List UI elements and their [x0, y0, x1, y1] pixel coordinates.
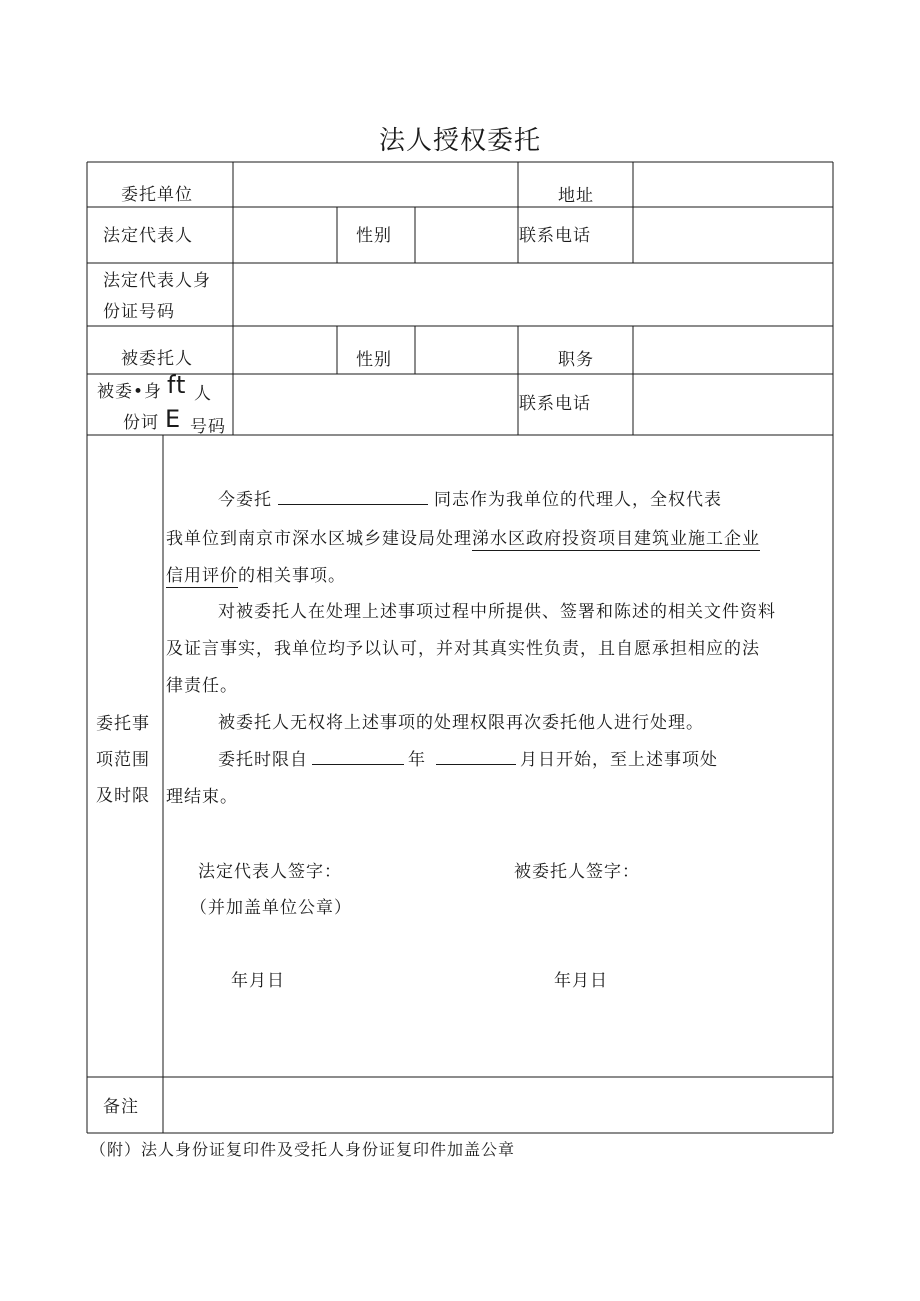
- p1-end: 同志作为我单位的代理人，全权代表: [434, 490, 722, 510]
- scope-paragraph-4: 对被委托人在处理上述事项过程中所提供、签署和陈述的相关文件资料: [218, 602, 776, 622]
- legal-rep-id-label-line2: 份证号码: [103, 302, 175, 322]
- p8-mid: 年: [408, 750, 426, 770]
- agent-phone-label: 联系电话: [519, 394, 591, 414]
- legal-rep-signature-label: 法定代表人签字：: [198, 862, 342, 882]
- p1-start: 今委托: [218, 490, 272, 510]
- scope-paragraph-5: 及证言事实，我单位均予以认可，并对其真实性负责，且自愿承担相应的法: [166, 639, 760, 659]
- scope-paragraph-9: 理结束。: [166, 787, 238, 807]
- position-label: 职务: [558, 350, 594, 370]
- phone-label: 联系电话: [519, 226, 591, 246]
- agent-id-label-b: ft: [167, 371, 187, 399]
- agent-name-blank: [278, 490, 428, 505]
- agent-id-label-a: 被委•身: [97, 382, 163, 402]
- p3-end: 的相关事项。: [238, 566, 346, 586]
- agent-id-label-f: 号码: [190, 417, 226, 434]
- scope-label-line3: 及时限: [96, 786, 150, 806]
- scope-paragraph-8: [218, 750, 718, 770]
- address-label: 地址: [558, 186, 594, 206]
- agent-label: 被委托人: [121, 349, 193, 369]
- agent-id-label-d: 份诃: [123, 413, 159, 433]
- scope-paragraph-2: [166, 529, 760, 549]
- scope-paragraph-7: 被委托人无权将上述事项的处理权限再次委托他人进行处理。: [218, 713, 704, 733]
- unit-label: 委托单位: [121, 185, 193, 205]
- month-blank: [436, 750, 516, 765]
- p3-underlined: 信用评价: [166, 566, 238, 586]
- p2-underlined: 涕水区政府投资项目建筑业施工企业: [472, 529, 760, 549]
- legal-rep-id-label-line1: 法定代表人身: [103, 271, 211, 291]
- date-right: 年月日: [554, 971, 608, 991]
- p8-end: 月日开始，至上述事项处: [520, 750, 718, 770]
- footnote: （附）法人身份证复印件及受托人身份证复印件加盖公章: [90, 1140, 516, 1159]
- gender-label: 性别: [356, 226, 392, 246]
- p2-start: 我单位到南京市深水区城乡建设局处理: [166, 529, 472, 549]
- agent-signature-label: 被委托人签字：: [514, 862, 640, 882]
- p8-start: 委托时限自: [218, 750, 308, 770]
- agent-gender-label: 性别: [356, 350, 392, 370]
- legal-rep-label: 法定代表人: [103, 226, 193, 246]
- scope-paragraph-1: [218, 490, 722, 510]
- year-blank: [312, 750, 404, 765]
- remarks-label: 备注: [103, 1097, 139, 1117]
- scope-paragraph-3: [166, 566, 346, 586]
- scope-label-line2: 项范围: [96, 750, 150, 770]
- scope-label-line1: 委托事: [96, 714, 150, 734]
- agent-id-label-c: 人: [194, 384, 212, 404]
- page-title: 法人授权委托: [378, 126, 541, 156]
- agent-id-label-e: E: [165, 409, 182, 433]
- date-left: 年月日: [231, 971, 285, 991]
- scope-paragraph-6: 律责任。: [166, 676, 238, 696]
- seal-note: （并加盖单位公章）: [190, 898, 352, 918]
